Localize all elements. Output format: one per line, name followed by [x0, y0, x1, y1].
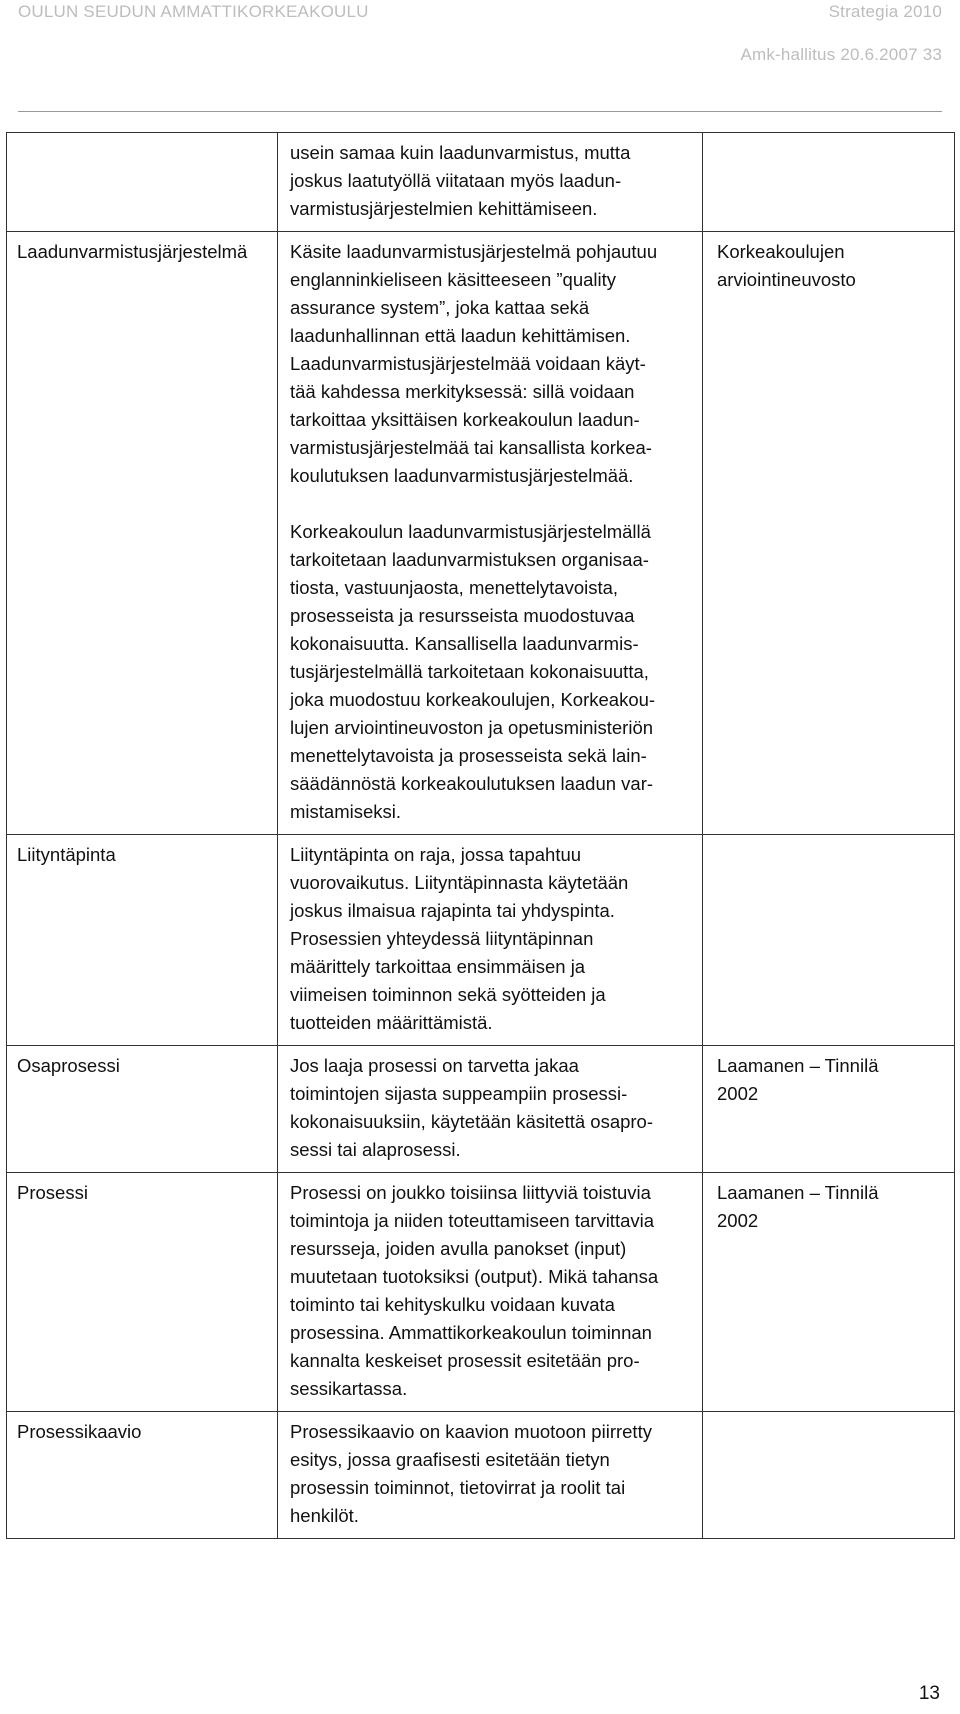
definition-cell	[278, 1046, 703, 1173]
source-reference: Korkeakoulujen arviointineuvosto	[717, 241, 856, 290]
header-meeting-reference: Amk-hallitus 20.6.2007 33	[740, 45, 942, 64]
table-row	[7, 133, 955, 232]
term-label: Prosessi	[17, 1182, 88, 1203]
term-label: Osaprosessi	[17, 1055, 120, 1076]
source-cell	[703, 1412, 955, 1539]
term-cell	[7, 835, 278, 1046]
table-row	[7, 835, 955, 1046]
term-label: Liityntäpinta	[17, 844, 116, 865]
source-reference: Laamanen – Tinnilä 2002	[717, 1055, 879, 1104]
header-organization: OULUN SEUDUN AMMATTIKORKEAKOULU	[18, 2, 369, 21]
source-cell	[703, 835, 955, 1046]
source-cell	[703, 133, 955, 232]
term-cell	[7, 1046, 278, 1173]
glossary-table-body	[7, 133, 955, 1539]
table-row	[7, 232, 955, 835]
page-number: 13	[918, 1683, 940, 1704]
definition-paragraph: Prosessikaavio on kaavion muotoon piirretty esitys, jossa graafisesti esitetään tietyn prosessin toiminnot, tietovirrat ja roolit tai henkilöt.	[290, 1421, 652, 1526]
definition-cell	[278, 133, 703, 232]
term-cell	[7, 133, 278, 232]
header-document-title: Strategia 2010	[828, 2, 942, 21]
source-cell	[703, 1173, 955, 1412]
definition-cell	[278, 1412, 703, 1539]
term-cell	[7, 232, 278, 835]
definition-cell	[278, 232, 703, 835]
source-cell	[703, 232, 955, 835]
term-label: Laadunvarmistusjärjestelmä	[17, 241, 248, 262]
definition-paragraph: Käsite laadunvarmistusjärjestelmä pohjautuu englanninkieliseen käsitteeseen ”quality assurance system”, joka kattaa sekä laadunhallinnan että laadun kehittämisen. Laadunvarmistusjärjestelmää voidaan käyt- tää kahdessa merkityksessä: sillä voidaan tarkoittaa yksittäisen korkeakoulun laadun- varmistusjärjestelmää tai kansallista korkea- koulutuksen laadunvarmistusjärjestelmää.	[290, 241, 658, 486]
table-row	[7, 1046, 955, 1173]
definition-paragraph: Jos laaja prosessi on tarvetta jakaa toimintojen sijasta suppeampiin prosessi- kokonaisuuksiin, käytetään käsitettä osapro- sessi tai alaprosessi.	[290, 1055, 654, 1160]
table-row	[7, 1412, 955, 1539]
table-row	[7, 1173, 955, 1412]
source-reference: Laamanen – Tinnilä 2002	[717, 1182, 879, 1231]
definition-cell	[278, 835, 703, 1046]
definition-paragraph: usein samaa kuin laadunvarmistus, mutta joskus laatutyöllä viitataan myös laadun- varmistusjärjestelmien kehittämiseen.	[290, 142, 631, 219]
definition-paragraph: Prosessi on joukko toisiinsa liittyviä toistuvia toimintoja ja niiden toteuttamiseen tarvittavia resursseja, joiden avulla panokset (input) muutetaan tuotoksiksi (output). Mikä tahansa toiminto tai kehityskulku voidaan kuvata prosessina. Ammattikorkeakoulun toiminnan kannalta keskeiset prosessit esitetään pro- sessikartassa.	[290, 1182, 659, 1399]
header-divider	[18, 111, 942, 112]
definition-paragraph: Korkeakoulun laadunvarmistusjärjestelmällä tarkoitetaan laadunvarmistuksen organisaa- tiosta, vastuunjaosta, menettelytavoista, prosesseista ja resursseista muodostuvaa kokonaisuutta. Kansallisella laadunvarmis- tusjärjestelmällä tarkoitetaan kokonaisuutta, joka muodostuu korkeakoulujen, Korkeakou- lujen arviointineuvoston ja opetusministeriön menettelytavoista ja prosesseista sekä lain- säädännöstä korkeakoulutuksen laadun var- mistamiseksi.	[290, 521, 656, 822]
term-label: Prosessikaavio	[17, 1421, 142, 1442]
glossary-table	[6, 132, 955, 1539]
source-cell	[703, 1046, 955, 1173]
definition-paragraph: Liityntäpinta on raja, jossa tapahtuu vuorovaikutus. Liityntäpinnasta käytetään joskus ilmaisua rajapinta tai yhdyspinta. Prosessien yhteydessä liityntäpinnan määrittely tarkoittaa ensimmäisen ja viimeisen toiminnon sekä syötteiden ja tuotteiden määrittämistä.	[290, 844, 629, 1033]
term-cell	[7, 1412, 278, 1539]
term-cell	[7, 1173, 278, 1412]
definition-cell	[278, 1173, 703, 1412]
